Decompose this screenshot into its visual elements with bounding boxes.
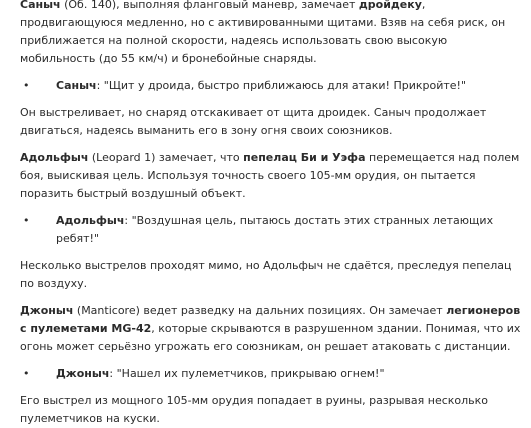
text-segment: Его выстрел из мощного 105-мм орудия попадает в руины, разрывая несколько пулеметчиков на куски. xyxy=(20,394,489,425)
narrative-paragraph xyxy=(20,257,525,293)
text-segment: (Leopard 1) замечает, что xyxy=(88,151,244,164)
dialogue-list xyxy=(20,365,525,383)
bold-text: Джоныч xyxy=(20,304,74,317)
text-segment: , которые скрываются в разрушенном здании. Понимая, что их огонь может серьёзно угрожать его союзникам, он решает атаковать с дистанции. xyxy=(20,322,521,353)
dialogue-list-item xyxy=(20,77,525,95)
bold-text: Адольфыч xyxy=(20,151,89,164)
narrative-paragraph xyxy=(20,0,525,68)
bold-text: Саныч xyxy=(56,79,97,92)
bold-text: пепелац Би и Уэфа xyxy=(243,151,366,164)
narrative-paragraph xyxy=(20,392,525,428)
bullet-icon: • xyxy=(23,79,30,92)
text-segment: перемещается над полем боя, выискивая цель. Используя точность своего 105-мм орудия, он пытается поразить быстрый воздушный объект. xyxy=(20,151,520,200)
narrative-paragraph xyxy=(20,149,525,203)
bold-text: легионеров с пулеметами MG-42 xyxy=(20,304,521,335)
bold-text: Саныч xyxy=(20,0,61,11)
bold-text: дройдеку xyxy=(358,0,422,11)
bold-text: Адольфыч xyxy=(56,214,125,227)
text-segment: Он выстреливает, но снаряд отскакивает от щита дроидек. Саныч продолжает двигаться, надеясь выманить его в зону огня своих союзников. xyxy=(20,106,487,137)
text-segment: : "Нашел их пулеметчиков, прикрываю огнем!" xyxy=(109,367,385,380)
narrative-paragraph xyxy=(20,302,525,356)
dialogue-list-item xyxy=(20,365,525,383)
dialogue-list xyxy=(20,212,525,248)
dialogue-list xyxy=(20,77,525,95)
bullet-icon: • xyxy=(23,214,30,227)
text-segment: (Об. 140), выполняя фланговый маневр, замечает xyxy=(60,0,359,11)
narrative-paragraph xyxy=(20,104,525,140)
text-segment: : "Воздушная цель, пытаюсь достать этих странных летающих ребят!" xyxy=(56,214,494,245)
text-segment: : "Щит у дроида, быстро приближаюсь для атаки! Прикройте!" xyxy=(96,79,467,92)
text-segment: Несколько выстрелов проходят мимо, но Адольфыч не сдаётся, преследуя пепелац по воздуху. xyxy=(20,259,512,290)
text-segment: , продвигающуюся медленно, но с активированными щитами. Взяв на себя риск, он приближается на полной скорости, надеясь использовать свою высокую мобильность (до 55 км/ч) и бронебойные снаряды. xyxy=(20,0,506,65)
bullet-icon: • xyxy=(23,367,30,380)
bold-text: Джоныч xyxy=(56,367,110,380)
dialogue-list-item xyxy=(20,212,525,248)
text-segment: (Manticore) ведет разведку на дальних позициях. Он замечает xyxy=(73,304,447,317)
